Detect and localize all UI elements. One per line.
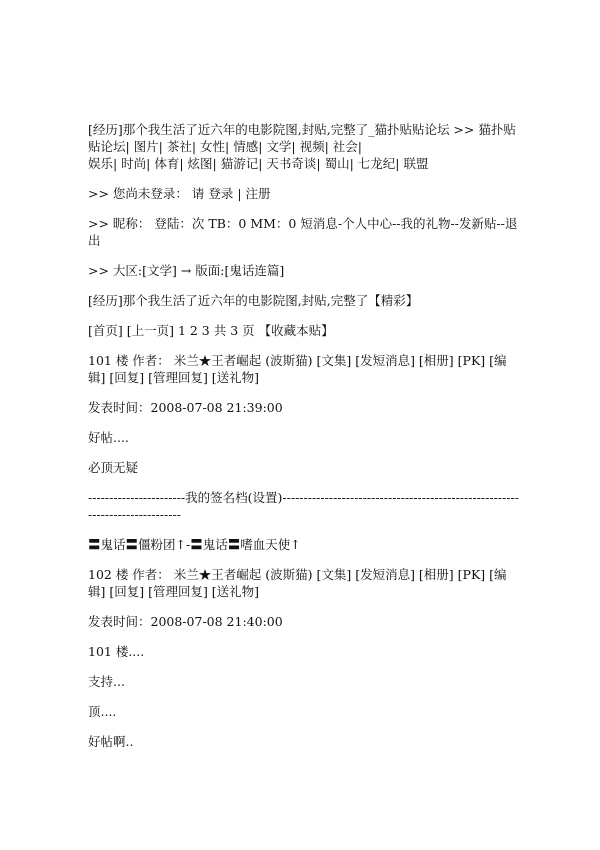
post-time: 发表时间：2008-07-08 21:39:00: [88, 400, 283, 415]
post-102: [88, 566, 520, 750]
category-nav-line[interactable]: 娱乐| 时尚| 体育| 炫图| 猫游记| 天书奇谈| 蜀山| 七龙纪| 联盟: [88, 156, 429, 171]
post-body-line: 必顶无疑: [88, 460, 139, 475]
post-time: 发表时间：2008-07-08 21:40:00: [88, 614, 283, 629]
page-content: [88, 121, 520, 763]
user-bar[interactable]: >> 昵称： 登陆：次 TB：0 MM：0 短消息-个人中心--我的礼物--发新贴--退出: [88, 216, 518, 248]
post-101: [88, 352, 520, 553]
post-header[interactable]: 102 楼 作者： 米兰★王者崛起 (波斯猫) [文集] [发短消息] [相册] [PK] [编辑] [回复] [管理回复] [送礼物]: [88, 567, 507, 599]
pager[interactable]: [首页] [上一页] 1 2 3 共 3 页 【收藏本贴】: [88, 323, 334, 338]
site-header: [88, 121, 520, 172]
signature: 〓鬼话〓僵粉团↑-〓鬼话〓嗜血天使↑: [88, 537, 301, 552]
post-body-line: 好帖....: [88, 430, 129, 445]
thread-title: [经历]那个我生活了近六年的电影院图,封贴,完整了【精彩】: [88, 293, 419, 308]
post-header[interactable]: 101 楼 作者： 米兰★王者崛起 (波斯猫) [文集] [发短消息] [相册] [PK] [编辑] [回复] [管理回复] [送礼物]: [88, 353, 507, 385]
login-status[interactable]: >> 您尚未登录： 请 登录 | 注册: [88, 186, 271, 201]
breadcrumb[interactable]: >> 大区:[文学] → 版面:[鬼话连篇]: [88, 263, 285, 278]
post-body-line: 好帖啊..: [88, 734, 134, 749]
post-body-line: 顶....: [88, 704, 117, 719]
signature-separator[interactable]: -----------------------我的签名档(设置)------------------------------------------------------------------------------: [88, 490, 519, 522]
post-body-line: 101 楼....: [88, 644, 145, 659]
post-body-line: 支持...: [88, 674, 125, 689]
page-title-line[interactable]: [经历]那个我生活了近六年的电影院图,封贴,完整了_猫扑贴贴论坛 >> 猫扑贴贴论坛| 图片| 茶社| 女性| 情感| 文学| 视频| 社会|: [88, 122, 516, 154]
